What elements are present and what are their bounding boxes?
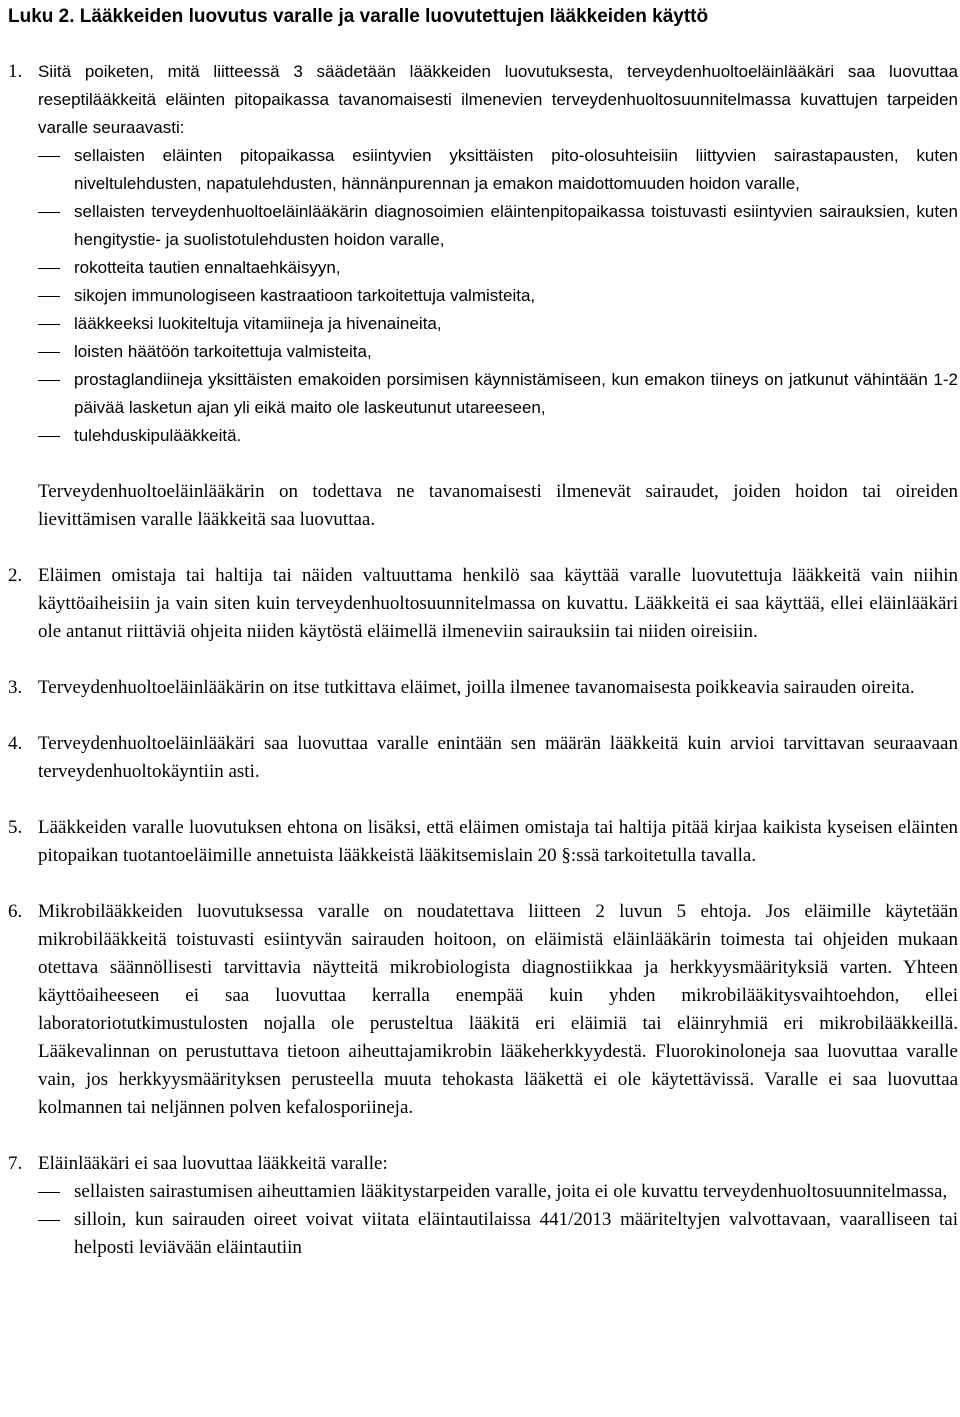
item-6: [8, 898, 958, 1122]
list-item: lääkkeeksi luokiteltuja vitamiineja ja hivenaineita,: [38, 310, 958, 338]
item-text: Mikrobilääkkeiden luovutuksessa varalle on noudatettava liitteen 2 luvun 5 ehtoja. Jos eläimille käytetään mikrobilääkkeitä toistuvasti esiintyvän sairauden hoitoon, on eläimistä eläinlääkärin toimesta tai ohjeiden mukaan otettava säännöllisesti tarvittavia näytteitä mikrobiologista diagnostiikkaa ja herkkyysmäärityksiä varten. Yhteen käyttöaiheeseen ei saa luovuttaa kerralla enempää kuin yhden mikrobilääkitysvaihtoehdon, ellei laboratoriotutkimustulosten nojalla ole perusteltua lääkitä eri eläimiä tai eläinryhmiä eri mikrobilääkkeillä. Lääkevalinnan on perustuttava tietoon aiheuttajamikrobin lääkeherkkyydestä. Fluorokinoloneja saa luovuttaa varalle vain, jos herkkyysmäärityksen perusteella muuta tehokasta lääkettä ei ole käytettävissä. Varalle ei saa luovuttaa kolmannen tai neljännen polven kefalosporiineja.: [38, 901, 958, 1118]
item-outro: Terveydenhuoltoeläinlääkärin on todettava ne tavanomaisesti ilmenevät sairaudet, joiden hoidon tai oireiden lievittämisen varalle lääkkeitä saa luovuttaa.: [38, 481, 958, 530]
list-item: sellaisten sairastumisen aiheuttamien lääkitystarpeiden varalle, joita ei ole kuvattu terveydenhuoltosuunnitelmassa,: [38, 1178, 958, 1206]
item-number: 2.: [8, 565, 23, 586]
list-item: tulehduskipulääkkeitä.: [38, 422, 958, 450]
list-item: prostaglandiineja yksittäisten emakoiden porsimisen käynnistämiseen, kun emakon tiineys on jatkunut vähintään 1-2 päivää lasketun ajan yli eikä maito ole laskeutunut utareeseen,: [38, 366, 958, 422]
bullet-list: [38, 1178, 958, 1262]
list-item: sellaisten terveydenhuoltoeläinlääkärin diagnosoimien eläintenpitopaikassa toistuvasti esiintyvien sairauksien, kuten hengitystie- ja suolistotulehdusten hoidon varalle,: [38, 198, 958, 254]
item-text: Terveydenhuoltoeläinlääkärin on itse tutkittava eläimet, joilla ilmenee tavanomaisesta poikkeavia sairauden oireita.: [38, 677, 915, 698]
item-number: 6.: [8, 901, 23, 922]
item-2: [8, 562, 958, 646]
item-number: 7.: [8, 1153, 23, 1174]
list-item: sellaisten eläinten pitopaikassa esiintyvien yksittäisten pito-olosuhteisiin liittyvien sairastapausten, kuten niveltulehdusten, napatulehdusten, hännänpurennan ja emakon maidottomuuden hoidon varalle,: [38, 142, 958, 198]
item-intro: Siitä poiketen, mitä liitteessä 3 säädetään lääkkeiden luovutuksesta, terveydenhuoltoeläinlääkäri saa luovuttaa reseptilääkkeitä eläinten pitopaikassa tavanomaisesti ilmenevien terveydenhuoltosuunnitelmassa kuvattujen tarpeiden varalle seuraavasti:: [38, 62, 958, 137]
item-number: 3.: [8, 677, 23, 698]
item-intro: Eläinlääkäri ei saa luovuttaa lääkkeitä varalle:: [38, 1153, 388, 1174]
list-item: sikojen immunologiseen kastraatioon tarkoitettuja valmisteita,: [38, 282, 958, 310]
item-5: [8, 814, 958, 870]
document-page: [8, 4, 958, 1262]
item-1: [8, 58, 958, 534]
item-text: Terveydenhuoltoeläinlääkäri saa luovuttaa varalle enintään sen määrän lääkkeitä kuin arvioi tarvittavan seuraavaan terveydenhuoltokäyntiin asti.: [38, 733, 958, 782]
item-number: 4.: [8, 733, 23, 754]
item-3: [8, 674, 958, 702]
item-number: 5.: [8, 817, 23, 838]
list-item: silloin, kun sairauden oireet voivat viitata eläintautilaissa 441/2013 määriteltyjen valvottavaan, vaaralliseen tai helposti leviävään eläintautiin: [38, 1206, 958, 1262]
bullet-list: [38, 142, 958, 450]
item-4: [8, 730, 958, 786]
item-7: [8, 1150, 958, 1262]
list-item: loisten häätöön tarkoitettuja valmisteita,: [38, 338, 958, 366]
item-text: Lääkkeiden varalle luovutuksen ehtona on lisäksi, että eläimen omistaja tai haltija pitää kirjaa kaikista kyseisen eläinten pitopaikan tuotantoeläimille annetuista lääkkeistä lääkitsemislain 20 §:ssä tarkoitetulla tavalla.: [38, 817, 958, 866]
chapter-title: Luku 2. Lääkkeiden luovutus varalle ja varalle luovutettujen lääkkeiden käyttö: [8, 6, 709, 27]
item-text: Eläimen omistaja tai haltija tai näiden valtuuttama henkilö saa käyttää varalle luovutettuja lääkkeitä vain niihin käyttöaiheisiin ja vain siten kuin terveydenhuoltosuunnitelmassa on kuvattu. Lääkkeitä ei saa käyttää, ellei eläinlääkäri ole antanut riittäviä ohjeita niiden käytöstä eläimellä ilmeneviin sairauksiin tai niiden oireisiin.: [38, 565, 958, 642]
item-number: 1.: [8, 61, 23, 82]
list-item: rokotteita tautien ennaltaehkäisyyn,: [38, 254, 958, 282]
